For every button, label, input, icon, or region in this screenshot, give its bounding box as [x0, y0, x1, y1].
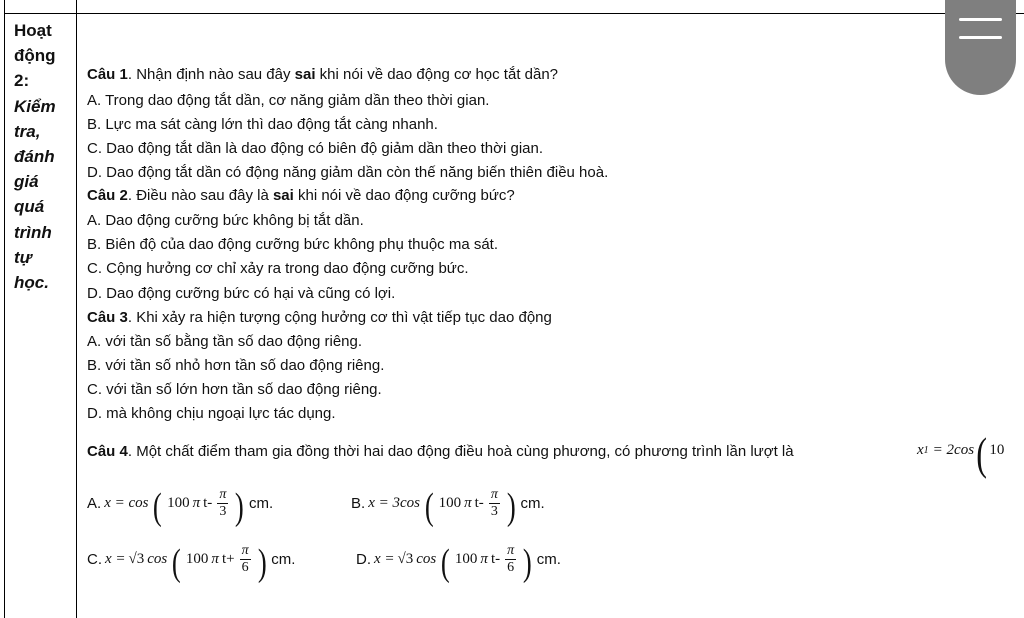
question-1-label: Câu 1 — [87, 66, 128, 83]
question-4-text: . Một chất điểm tham gia đồng thời hai dao động điều hoà cùng phương, có phương trình lần lượt là — [127, 443, 794, 460]
question-2-option-a: A. Dao động cưỡng bức không bị tắt dần. — [87, 212, 364, 229]
question-1-text-a: . Nhận định nào sau đây — [127, 66, 295, 83]
question-2-emphasis: sai — [272, 187, 294, 204]
question-2-text-a: . Điều nào sau đây là — [127, 187, 273, 204]
open-paren: ( — [424, 486, 434, 528]
fraction-numerator: π — [219, 486, 227, 502]
menu-button[interactable] — [945, 0, 1016, 95]
fraction-denominator: 6 — [241, 559, 249, 575]
activity-label-line: giá — [14, 172, 39, 192]
activity-label-line: đánh — [14, 147, 55, 167]
option-d-t: t- — [490, 550, 501, 567]
fraction-numerator: π — [490, 486, 498, 502]
question-4-stem — [87, 443, 794, 460]
question-4-option-c — [87, 540, 296, 584]
option-b-unit: cm. — [520, 494, 545, 512]
option-b-arg: 100 — [438, 494, 462, 511]
option-d-arg: 100 — [454, 550, 478, 567]
question-2-option-c: C. Cộng hưởng cơ chỉ xảy ra trong dao động cưỡng bức. — [87, 260, 469, 277]
option-c-fraction — [240, 543, 251, 576]
question-1-option-a: A. Trong dao động tắt dần, cơ năng giảm dần theo thời gian. — [87, 92, 490, 109]
equation-subscript: 1 — [923, 444, 929, 456]
option-a-pi: π — [192, 494, 201, 511]
activity-label-line: học. — [14, 273, 49, 293]
question-2-option-d: D. Dao động cưỡng bức có hại và cũng có lợi. — [87, 285, 396, 302]
open-paren: ( — [153, 486, 163, 528]
option-a-unit: cm. — [248, 494, 274, 512]
option-a-arg: 100 — [167, 494, 190, 511]
question-3-option-d: D. mà không chịu ngoại lực tác dụng. — [87, 405, 336, 422]
question-4-option-b — [351, 484, 545, 528]
question-1-text-b: khi nói về dao động cơ học tắt dần? — [315, 66, 559, 83]
option-d-function: cos — [416, 550, 437, 567]
option-b-t: t- — [474, 494, 484, 511]
option-c-pi: π — [211, 550, 219, 567]
fraction-denominator: 3 — [490, 503, 498, 519]
option-d-pi: π — [480, 550, 488, 567]
option-b-fraction — [489, 487, 500, 520]
activity-label-line: tra, — [14, 121, 41, 141]
question-3-stem — [87, 309, 552, 326]
close-paren: ) — [523, 542, 532, 584]
question-2-option-b: B. Biên độ của dao động cưỡng bức không phụ thuộc ma sát. — [87, 236, 499, 253]
equation-x: x — [917, 441, 924, 458]
option-c-sqrt: √3 — [128, 550, 145, 567]
question-1-option-b: B. Lực ma sát càng lớn thì dao động tắt càng nhanh. — [87, 116, 438, 133]
option-c-arg: 100 — [185, 550, 209, 567]
option-a-t: t- — [203, 494, 213, 511]
question-3-option-a: A. với tần số bằng tần số dao động riêng. — [87, 333, 363, 350]
question-1-stem — [87, 66, 558, 83]
option-c-function: cos — [147, 550, 168, 567]
activity-label — [14, 18, 74, 295]
close-paren: ) — [235, 486, 245, 528]
question-3-text: . Khi xảy ra hiện tượng cộng hưởng cơ thì vật tiếp tục dao động — [127, 309, 552, 326]
activity-label-line: trình — [14, 222, 52, 242]
table-left-border — [4, 0, 5, 618]
option-a-function: x = cos — [104, 494, 149, 511]
activity-label-line: Hoạt — [14, 21, 52, 40]
fraction-denominator: 3 — [219, 503, 227, 519]
equation-tail: 10 — [989, 441, 1005, 458]
option-d-label: D. — [356, 550, 371, 568]
question-4-label: Câu 4 — [87, 443, 128, 460]
option-c-lhs: x = — [105, 550, 126, 567]
option-d-fraction — [505, 543, 516, 576]
fraction-numerator: π — [507, 542, 515, 558]
question-4-option-d — [356, 540, 561, 584]
close-paren: ) — [506, 486, 516, 528]
question-2-text-b: khi nói về dao động cưỡng bức? — [293, 187, 515, 204]
option-a-label: A. — [87, 494, 102, 512]
activity-label-line: tự — [14, 247, 32, 267]
activity-label-line: động — [14, 46, 56, 66]
open-paren: ( — [172, 542, 182, 584]
activity-label-line: 2: — [14, 71, 30, 91]
activity-label-line: quá — [14, 197, 45, 217]
option-b-pi: π — [464, 494, 472, 511]
option-d-unit: cm. — [536, 550, 561, 568]
question-3-label: Câu 3 — [87, 309, 128, 326]
option-d-lhs: x = — [374, 550, 395, 567]
table-top-border — [4, 13, 1024, 14]
close-paren: ) — [257, 542, 267, 584]
equation-rhs: = 2cos — [932, 441, 975, 458]
table-column-divider — [76, 0, 77, 618]
question-1-option-c: C. Dao động tắt dần là dao động có biên độ giảm dần theo thời gian. — [87, 140, 543, 157]
fraction-numerator: π — [241, 542, 249, 558]
fraction-denominator: 6 — [507, 559, 515, 575]
option-b-function: x = 3cos — [368, 494, 420, 511]
question-4-equation — [917, 427, 1005, 479]
question-2-label: Câu 2 — [87, 187, 128, 204]
option-a-fraction — [217, 487, 228, 520]
question-2-stem — [87, 187, 515, 204]
question-1-option-d: D. Dao động tắt dần có động năng giảm dần còn thế năng biến thiên điều hoà. — [87, 164, 609, 181]
question-4-option-a — [87, 484, 274, 528]
question-3-option-c: C. với tần số lớn hơn tần số dao động riêng. — [87, 381, 382, 398]
option-d-sqrt: √3 — [397, 550, 414, 567]
option-c-unit: cm. — [271, 550, 296, 568]
option-b-label: B. — [351, 494, 366, 512]
activity-label-line: Kiểm — [14, 96, 56, 116]
equation-open-paren: ( — [976, 428, 988, 479]
option-c-t: t+ — [221, 550, 235, 567]
question-3-option-b: B. với tần số nhỏ hơn tần số dao động riêng. — [87, 357, 385, 374]
option-c-label: C. — [87, 550, 102, 568]
question-1-emphasis: sai — [294, 66, 316, 83]
open-paren: ( — [441, 542, 451, 584]
